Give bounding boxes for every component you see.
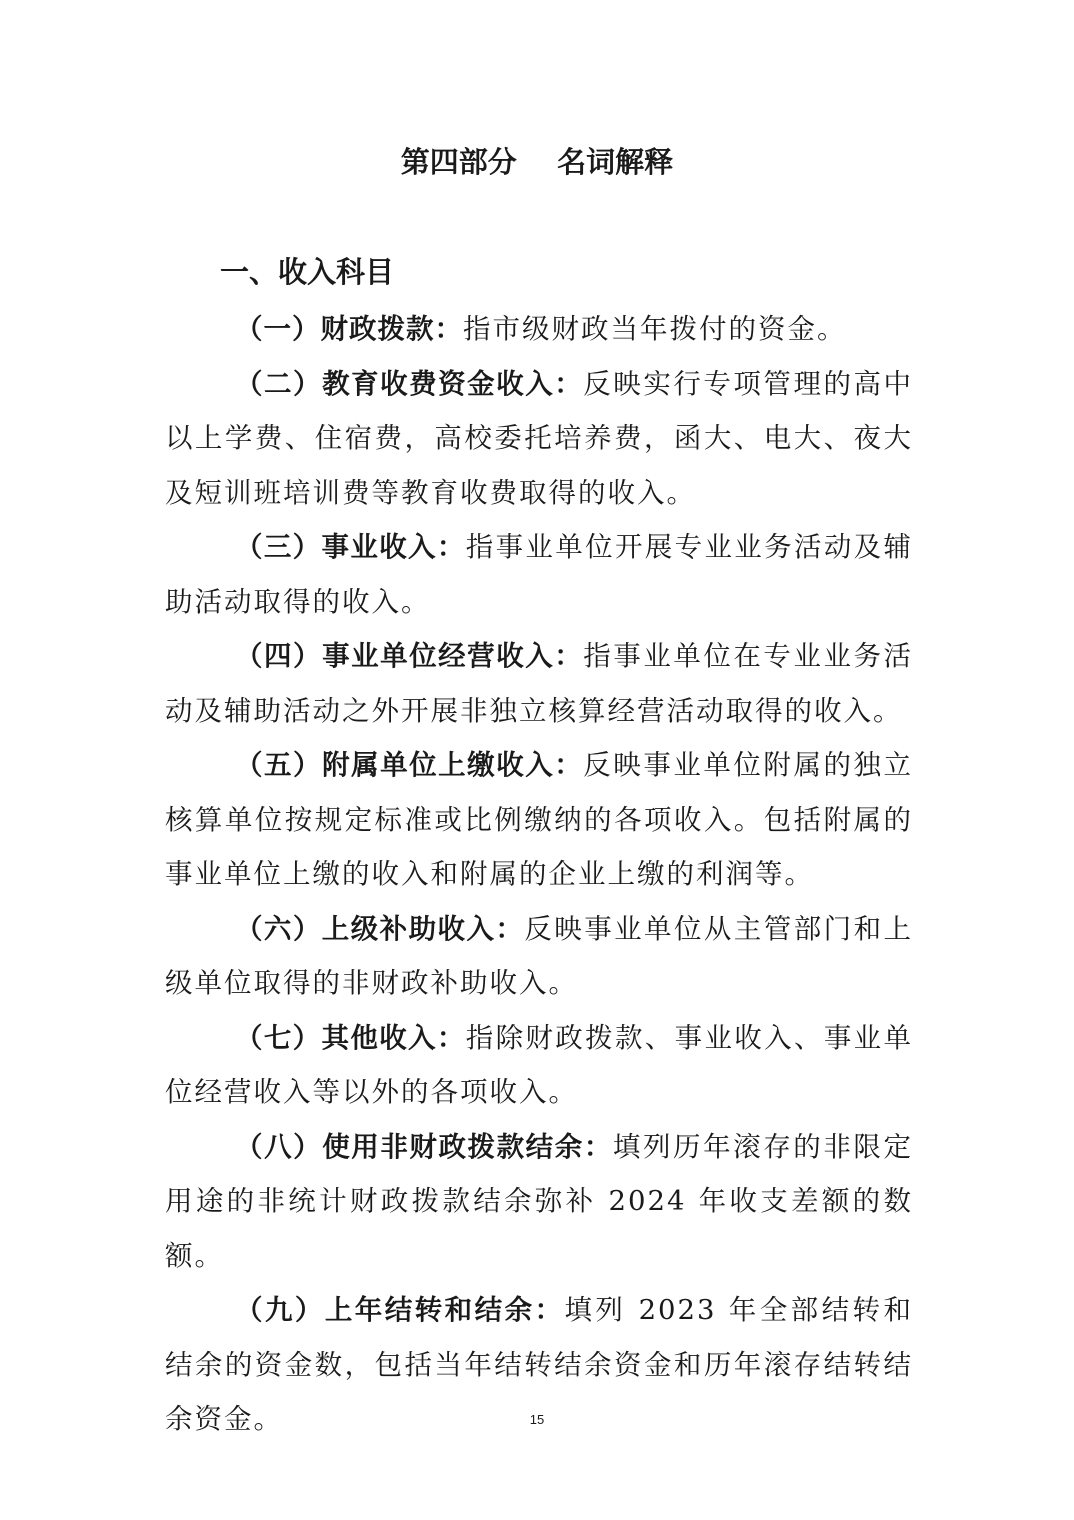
page-title: 第四部分 名词解释 [400,145,674,179]
definition-paragraph [165,902,913,1011]
definition-paragraph [165,1120,913,1284]
definition-text: 指事业单位开展专业业务活动及辅助活动取得的收入。 [165,531,914,618]
definition-term: （七）其他收入： [235,1021,466,1054]
definition-term: （二）教育收费资金收入： [235,367,584,400]
definition-paragraph [165,357,913,521]
definition-paragraph [165,302,913,357]
section-heading: 一、收入科目 [220,255,395,289]
definition-term: （四）事业单位经营收入： [235,640,584,672]
definition-text: 反映事业单位从主管部门和上级单位取得的非财政补助收入。 [165,912,914,999]
definition-term: （三）事业收入： [235,531,466,563]
definition-term: （五）附属单位上缴收入： [235,749,584,781]
definition-text: 反映事业单位附属的独立核算单位按规定标准或比例缴纳的各项收入。包括附属的事业单位上缴的收入和附属的企业上缴的利润等。 [165,749,914,890]
definition-paragraph [165,629,913,738]
definition-text: 指事业单位在专业业务活动及辅助活动之外开展非独立核算经营活动取得的收入。 [165,640,914,727]
document-body [165,302,913,1447]
definition-text: 反映实行专项管理的高中以上学费、住宿费，高校委托培养费，函大、电大、夜大及短训班培训费等教育收费取得的收入。 [165,367,914,509]
definition-term: （八）使用非财政拨款结余： [235,1130,613,1163]
definition-term: （九）上年结转和结余： [235,1294,565,1326]
definition-text: 填列 2023 年全部结转和结余的资金数，包括当年结转结余资金和历年滚存结转结余资金。 [165,1294,914,1435]
definition-paragraph [165,738,913,902]
page-number: 15 [529,1412,545,1427]
definition-paragraph [165,520,913,629]
definition-term: （一）财政拨款： [235,313,463,345]
definition-text: 指市级财政当年拨付的资金。 [463,313,847,345]
definition-text: 指除财政拨款、事业收入、事业单位经营收入等以外的各项收入。 [165,1021,914,1108]
definition-term: （六）上级补助收入： [235,912,525,945]
definition-paragraph [165,1011,913,1120]
definition-text: 填列历年滚存的非限定用途的非统计财政拨款结余弥补 2024 年收支差额的数额。 [165,1130,914,1272]
